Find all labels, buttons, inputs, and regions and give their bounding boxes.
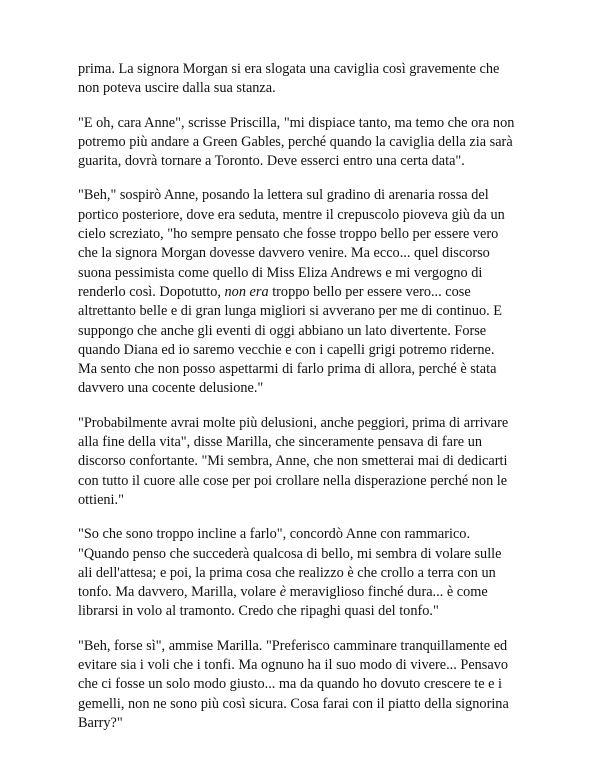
text-line: potremo più andare a Green Gables, perché quando la caviglia della zia sarà xyxy=(78,133,513,150)
emphasis-text: non era xyxy=(224,283,269,300)
paragraph-2 xyxy=(78,114,528,172)
text-line: "Beh," sospirò Anne, posando la lettera sul gradino di arenaria rossa del xyxy=(78,187,489,204)
text-line: tonfo. Ma davvero, Marilla, volare xyxy=(78,584,277,601)
text-line: discorso confortante. "Mi sembra, Anne, che non smetterai mai di dedicarti xyxy=(78,453,508,470)
text-line: librarsi in volo al tramonto. Credo che ripaghi quasi del tonfo." xyxy=(78,603,439,620)
text-line: gemelli, non ne sono più così sicura. Cosa farai con il piatto della signorina xyxy=(78,695,509,712)
text-line: non poteva uscire dalla sua stanza. xyxy=(78,80,276,97)
text-line: cielo screziato, "ho sempre pensato che fosse troppo bello per essere vero xyxy=(78,226,499,243)
paragraph-5 xyxy=(78,525,528,621)
text-line: ottieni." xyxy=(78,491,124,508)
text-line: con tutto il cuore alle cose per poi crollare nella disperazione perché non le xyxy=(78,472,508,489)
text-line: alla fine della vita", disse Marilla, che sinceramente pensava di fare un xyxy=(78,434,482,451)
text-line: "E oh, cara Anne", scrisse Priscilla, "mi dispiace tanto, ma temo che ora non xyxy=(78,114,515,131)
text-line: che la signora Morgan dovesse davvero venire. Ma ecco... quel discorso xyxy=(78,245,490,262)
document-page xyxy=(78,60,528,733)
text-line: che ci fosse un solo modo giusto... ma da quando ho dovuto crescere te e i xyxy=(78,676,503,693)
paragraph-4 xyxy=(78,414,528,510)
paragraph-3 xyxy=(78,186,528,398)
paragraph-1 xyxy=(78,60,528,99)
text-line: quando Diana ed io saremo vecchie e con i capelli grigi potremo riderne. xyxy=(78,341,495,358)
text-line: renderlo così. Dopotutto, xyxy=(78,283,221,300)
text-line: Barry?" xyxy=(78,714,123,731)
text-line: portico posteriore, dove era seduta, mentre il crepuscolo pioveva giù da un xyxy=(78,206,505,223)
text-line: "Quando penso che succederà qualcosa di bello, mi sembra di volare sulle xyxy=(78,545,502,562)
text-line: davvero una cocente delusione." xyxy=(78,380,264,397)
text-line: meraviglioso finché dura... è come xyxy=(289,584,488,601)
emphasis-text: è xyxy=(279,584,287,601)
text-line: "Beh, forse sì", ammise Marilla. "Preferisco camminare tranquillamente ed xyxy=(78,637,508,654)
text-line: altrettanto belle e di gran lunga migliori si avverano per me di continuo. E xyxy=(78,303,503,320)
text-line: suona pessimista come quello di Miss Eliza Andrews e mi vergogno di xyxy=(78,264,483,281)
text-line: "So che sono troppo incline a farlo", concordò Anne con rammarico. xyxy=(78,526,471,543)
text-line: suppongo che anche gli eventi di oggi abbiano un lato divertente. Forse xyxy=(78,322,487,339)
paragraph-6 xyxy=(78,637,528,733)
text-line: guarita, dovrà tornare a Toronto. Deve esserci entro una certa data". xyxy=(78,153,465,170)
text-line: troppo bello per essere vero... cose xyxy=(272,283,471,300)
text-line: "Probabilmente avrai molte più delusioni, anche peggiori, prima di arrivare xyxy=(78,414,509,431)
text-line: Ma sento che non posso aspettarmi di farlo prima di allora, perché è stata xyxy=(78,361,497,378)
text-line: prima. La signora Morgan si era slogata una caviglia così gravemente che xyxy=(78,61,500,77)
text-line: ali dell'attesa; e poi, la prima cosa che realizzo è che crollo a terra con un xyxy=(78,564,496,581)
text-line: evitare sia i voli che i tonfi. Ma ognuno ha il suo modo di vivere... Pensavo xyxy=(78,657,509,674)
